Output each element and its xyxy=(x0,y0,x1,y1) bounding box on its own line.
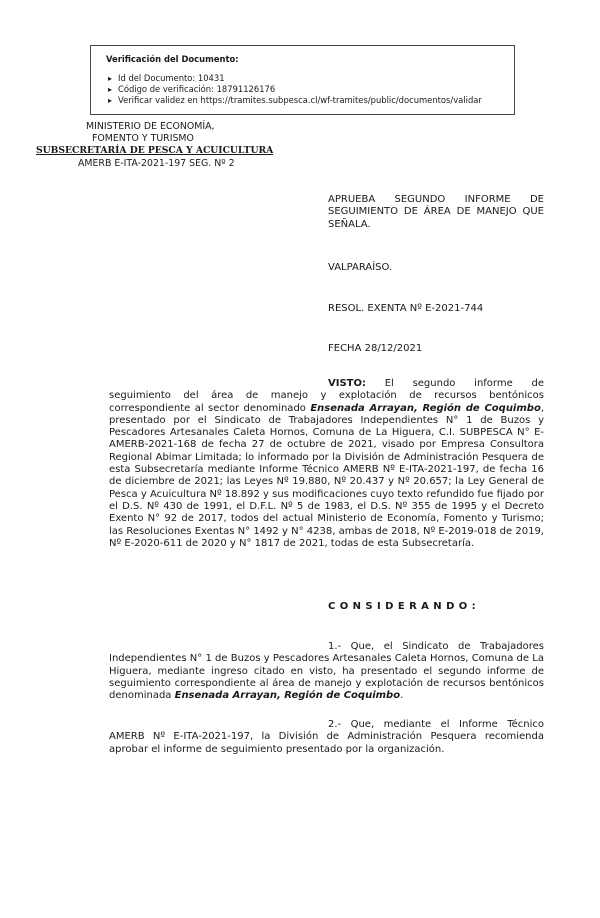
area-name: Ensenada Arrayan, Región de Coquimbo xyxy=(174,690,401,702)
area-name: Ensenada Arrayan, Región de Coquimbo xyxy=(310,402,541,414)
resolution-number: RESOL. EXENTA Nº E-2021-744 xyxy=(328,303,484,314)
ministry-header xyxy=(30,121,290,170)
visto-keyword: VISTO: xyxy=(328,378,366,389)
verification-item-id: ▸ Id del Documento: 10431 xyxy=(108,73,225,83)
verification-item-url[interactable]: ▸ Verificar validez en https://tramites.subpesca.cl/wf-tramites/public/documentos/validar xyxy=(108,95,482,105)
considerando-heading: CONSIDERANDO: xyxy=(328,601,481,612)
verification-box xyxy=(90,45,515,115)
bullet-icon: ▸ xyxy=(108,74,113,83)
considerando-paragraph-1: 1.- Que, el Sindicato de Trabajadores Independientes N° 1 de Buzos y Pescadores Artesanales Caleta Hornos, Comuna de La Higuera, mediante ingreso citado en visto, ha presentado el segundo informe de seguimiento correspondiente al área de manejo y explotación de recursos bentónicos denominada Ensenada Arrayan, Región de Coquimbo. xyxy=(109,641,544,702)
resolution-date: FECHA 28/12/2021 xyxy=(328,343,423,354)
considerando-paragraph-2: 2.- Que, mediante el Informe Técnico AMERB Nº E-ITA-2021-197, la División de Administración Pesquera recomienda aprobar el informe de seguimiento presentado por la organización. xyxy=(109,719,544,755)
verification-item-code: ▸ Código de verificación: 18791126176 xyxy=(108,84,276,94)
ministry-name: MINISTERIO DE ECONOMÍA, xyxy=(86,121,215,132)
verification-title: Verificación del Documento: xyxy=(106,54,239,64)
resolution-subject: APRUEBA SEGUNDO INFORME DE SEGUIMIENTO DE ÁREA DE MANEJO QUE SEÑALA. xyxy=(328,194,544,230)
visto-paragraph: VISTO: El segundo informe de seguimiento del área de manejo y explotación de recursos bentónicos correspondiente al sector denominado Ensenada Arrayan, Región de Coquimbo, presentado por el Sindicato de Trabajadores Independientes N° 1 de Buzos y Pescadores Artesanales Caleta Hornos, Comuna de La Higuera, C.I. SUBPESCA N° E-AMERB-2021-168 de fecha 27 de octubre de 2021, visado por Empresa Consultora Regional Abimar Limitada; lo informado por la División de Administración Pesquera de esta Subsecretaría mediante Informe Técnico AMERB Nº E-ITA-2021-197, de fecha 16 de diciembre de 2021; las Leyes Nº 19.880, Nº 20.437 y Nº 20.657; la Ley General de Pesca y Acuicultura Nº 18.892 y sus modificaciones cuyo texto refundido fue fijado por el D.S. Nº 430 de 1991, el D.F.L. Nº 5 de 1983, el D.S. Nº 355 de 1995 y el Decreto Exento N° 92 de 2017, todos del actual Ministerio de Economía, Fomento y Turismo; las Resoluciones Exentas N° 1492 y N° 4238, ambas de 2018, Nº E-2019-018 de 2019, Nº E-2020-611 de 2020 y N° 1817 de 2021, todas de esta Subsecretaría. xyxy=(109,378,544,549)
resolution-place: VALPARAÍSO. xyxy=(328,262,393,273)
document-reference: AMERB E-ITA-2021-197 SEG. Nº 2 xyxy=(78,157,235,169)
bullet-icon: ▸ xyxy=(108,85,113,94)
bullet-icon: ▸ xyxy=(108,96,113,105)
verification-list xyxy=(106,73,514,106)
ministry-name-cont: FOMENTO Y TURISMO xyxy=(92,133,194,145)
subsecretaria-name: SUBSECRETARÍA DE PESCA Y ACUICULTURA xyxy=(36,145,274,157)
